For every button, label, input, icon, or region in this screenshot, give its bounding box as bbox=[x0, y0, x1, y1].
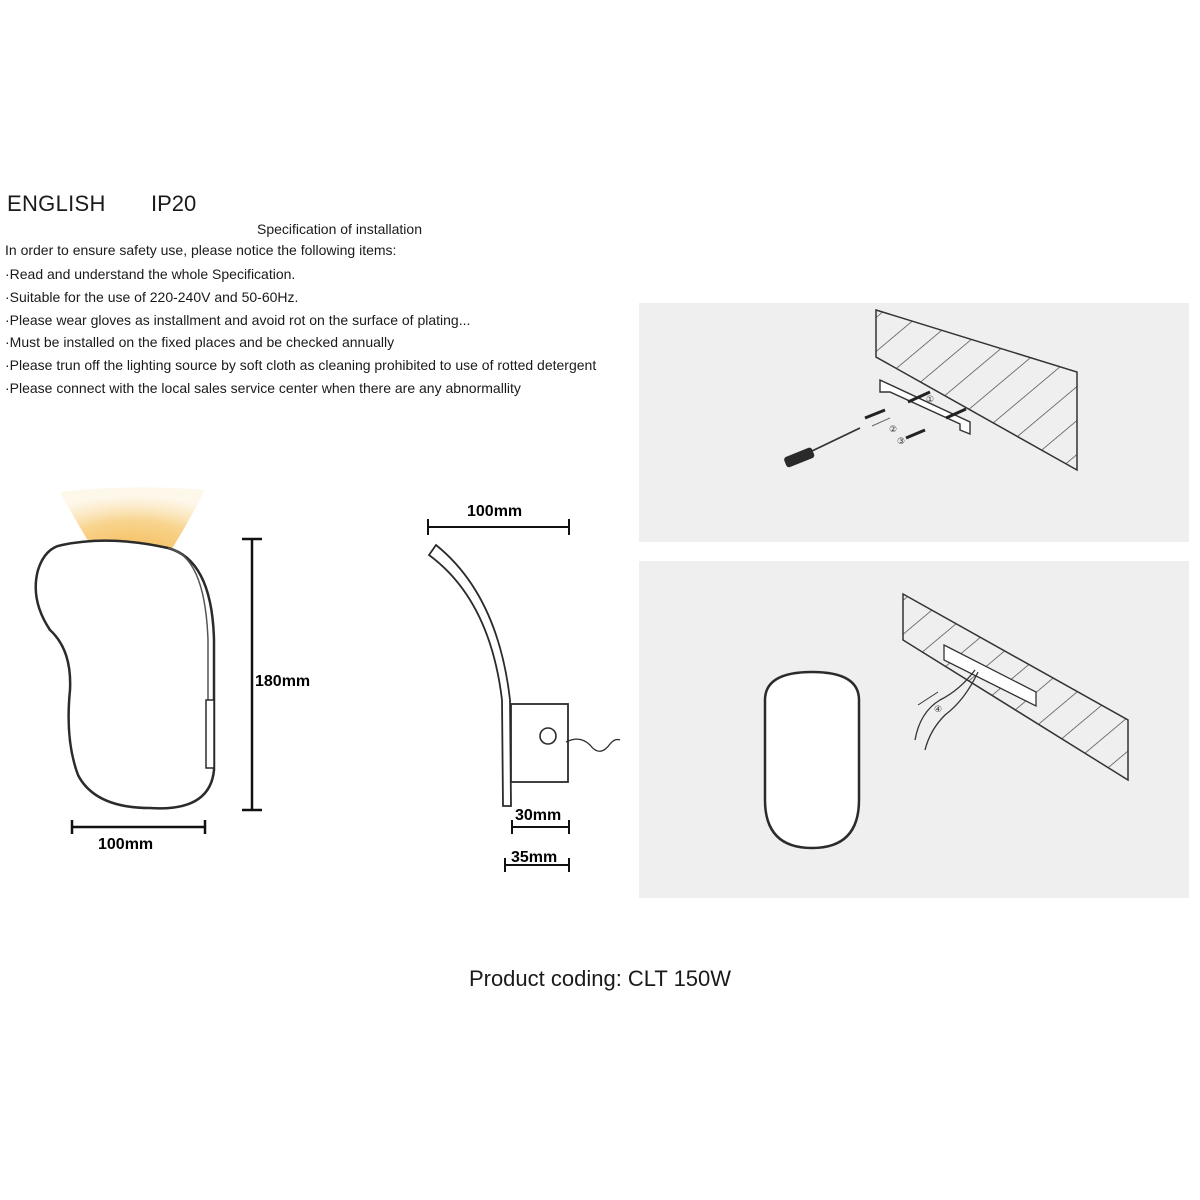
depth-dimension-label: 100mm bbox=[467, 503, 523, 520]
instruction-item: ·Please connect with the local sales service center when there are any abnormallity bbox=[5, 380, 521, 396]
width-dimension-label: 100mm bbox=[98, 836, 154, 853]
instruction-item: ·Must be installed on the fixed places and be checked annually bbox=[5, 334, 395, 350]
step1-mark: ② bbox=[889, 425, 898, 435]
power-cable bbox=[566, 739, 620, 751]
lamp-body-outline bbox=[36, 541, 214, 809]
step2-mark: ④ bbox=[934, 705, 943, 715]
wall-bracket bbox=[206, 700, 214, 768]
step1-mark: ③ bbox=[897, 437, 906, 447]
base-dimension-label: 30mm bbox=[515, 807, 562, 824]
mounting-plate bbox=[511, 704, 568, 782]
instruction-item: ·Suitable for the use of 220-240V and 50-60Hz. bbox=[5, 289, 299, 305]
height-dimension-label: 180mm bbox=[255, 673, 311, 690]
install-step-1 bbox=[639, 303, 1189, 542]
front-view bbox=[36, 487, 262, 834]
instruction-item: ·Please wear gloves as installment and avoid rot on the surface of plating... bbox=[5, 312, 471, 328]
instruction-item: ·Read and understand the whole Specification. bbox=[5, 266, 296, 282]
language-label: ENGLISH bbox=[7, 191, 106, 216]
lamp-cover bbox=[765, 672, 859, 848]
step1-mark: ① bbox=[926, 395, 935, 405]
ip-rating-label: IP20 bbox=[151, 191, 197, 216]
mount-dimension-label: 35mm bbox=[511, 849, 558, 866]
instruction-item: ·Please trun off the lighting source by soft cloth as cleaning prohibited to use of rotted detergent bbox=[5, 357, 597, 373]
spec-title: Specification of installation bbox=[257, 221, 422, 237]
intro-text: In order to ensure safety use, please notice the following items: bbox=[5, 242, 397, 258]
lamp-arm-profile bbox=[429, 545, 511, 806]
product-coding: Product coding: CLT 150W bbox=[468, 966, 732, 991]
install-step-2 bbox=[639, 561, 1189, 898]
